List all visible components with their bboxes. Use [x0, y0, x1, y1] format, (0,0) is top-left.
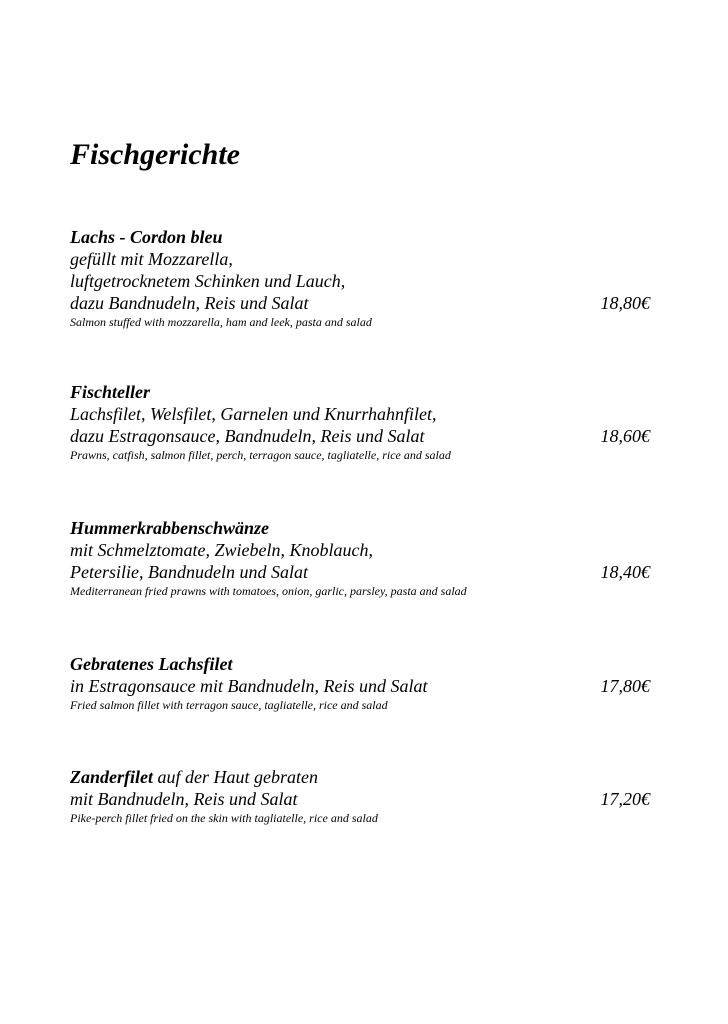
- dish-description-text: dazu Estragonsauce, Bandnudeln, Reis und Salat: [70, 426, 425, 446]
- dish-item: [70, 226, 650, 330]
- dish-description-line: [70, 561, 650, 583]
- dish-price: 17,80€: [600, 676, 650, 696]
- dish-item: [70, 517, 650, 599]
- dish-name-text: Fischteller: [70, 382, 150, 402]
- dish-name-text: Hummerkrabbenschwänze: [70, 518, 270, 538]
- dish-description-line: luftgetrocknetem Schinken und Lauch,: [70, 271, 346, 291]
- dish-description-line: [70, 675, 650, 697]
- dish-name-suffix: auf der Haut gebraten: [153, 767, 318, 787]
- dish-description-line: mit Schmelztomate, Zwiebeln, Knoblauch,: [70, 540, 373, 560]
- dish-description-line: gefüllt mit Mozzarella,: [70, 249, 233, 269]
- dish-description-text: dazu Bandnudeln, Reis und Salat: [70, 293, 309, 313]
- dish-english-description: Prawns, catfish, salmon fillet, perch, terragon sauce, tagliatelle, rice and salad: [70, 448, 451, 462]
- dish-price: 18,80€: [600, 293, 650, 313]
- dish-name-text: Zanderfilet: [70, 767, 153, 787]
- dish-name: [70, 226, 650, 248]
- dish-english-description: Mediterranean fried prawns with tomatoes, onion, garlic, parsley, pasta and salad: [70, 584, 467, 598]
- dish-name: [70, 517, 650, 539]
- dish-item: [70, 766, 650, 826]
- dish-item: [70, 653, 650, 713]
- dish-price: 18,40€: [600, 562, 650, 582]
- dish-name: [70, 653, 650, 675]
- dish-price: 17,20€: [600, 789, 650, 809]
- dish-description-text: Petersilie, Bandnudeln und Salat: [70, 562, 308, 582]
- dish-description-line: [70, 292, 650, 314]
- dish-name-text: Lachs - Cordon bleu: [70, 227, 223, 247]
- dish-description-text: mit Bandnudeln, Reis und Salat: [70, 789, 298, 809]
- dish-description-line: [70, 788, 650, 810]
- dish-name: [70, 381, 650, 403]
- dish-description-text: in Estragonsauce mit Bandnudeln, Reis und Salat: [70, 676, 428, 696]
- dish-name: [70, 766, 650, 788]
- dish-description-line: Lachsfilet, Welsfilet, Garnelen und Knurrhahnfilet,: [70, 404, 437, 424]
- page-title: Fischgerichte: [70, 138, 240, 171]
- dish-english-description: Salmon stuffed with mozzarella, ham and leek, pasta and salad: [70, 315, 372, 329]
- dish-name-text: Gebratenes Lachsfilet: [70, 654, 233, 674]
- dish-item: [70, 381, 650, 463]
- dish-english-description: Pike-perch fillet fried on the skin with tagliatelle, rice and salad: [70, 811, 378, 825]
- dish-price: 18,60€: [600, 426, 650, 446]
- dish-english-description: Fried salmon fillet with terragon sauce, tagliatelle, rice and salad: [70, 698, 388, 712]
- dish-description-line: [70, 425, 650, 447]
